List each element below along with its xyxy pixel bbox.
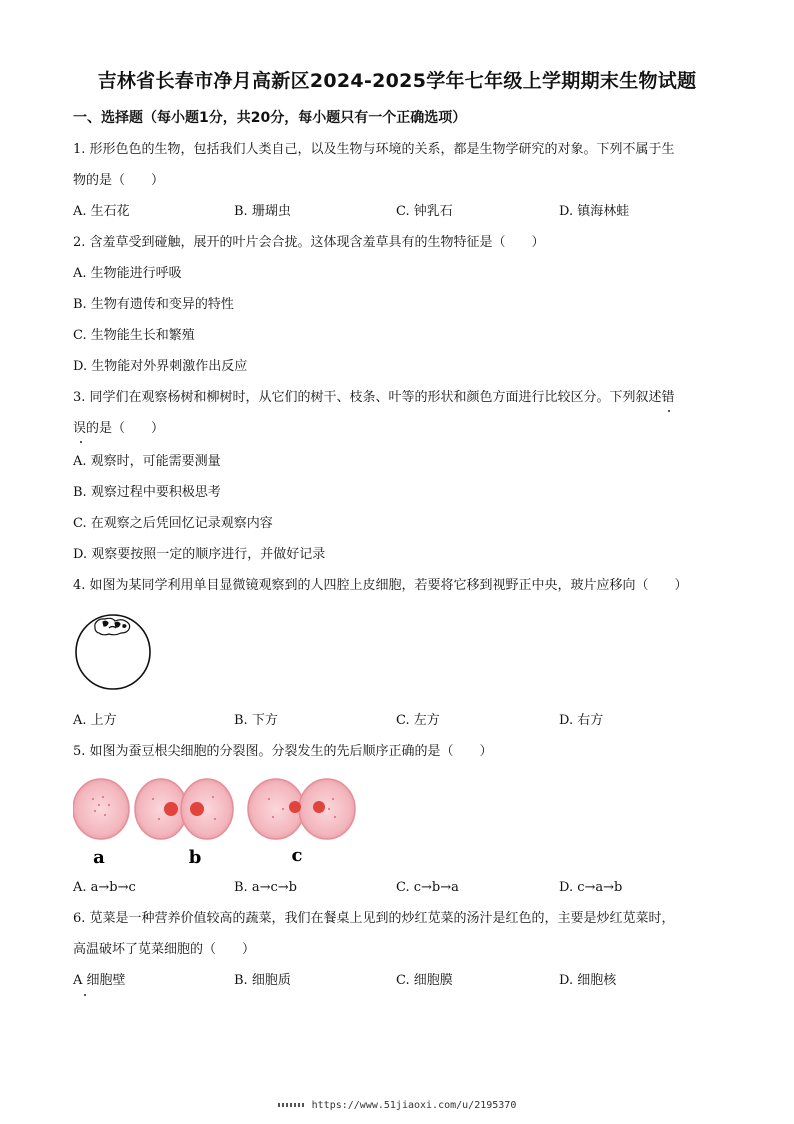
- option-c[interactable]: C. 钟乳石: [396, 204, 453, 219]
- option-a[interactable]: A. 生物能进行呼吸: [73, 266, 182, 281]
- question-1-line-1: 1. 形形色色的生物，包括我们人类自己，以及生物与环境的关系，都是生物学研究的对象。下列不属于生: [73, 142, 675, 157]
- question-3-line-2: [73, 420, 164, 438]
- label-b: b: [188, 847, 202, 868]
- footer-link[interactable]: https://www.51jiaoxi.com/u/2195370: [311, 1100, 517, 1111]
- option-b[interactable]: B. a→c→b: [234, 880, 297, 895]
- option-b[interactable]: B. 下方: [234, 713, 278, 728]
- section-heading: 一、选择题（每小题1分，共20分，每小题只有一个正确选项）: [73, 110, 467, 126]
- footer-url: [0, 1100, 794, 1111]
- question-6-line-2: 高温破坏了苋菜细胞的（ ）: [73, 942, 256, 957]
- option-b[interactable]: B. 观察过程中要积极思考: [73, 485, 221, 500]
- option-a[interactable]: A. 生石花: [73, 204, 130, 219]
- emphasis-dot: [84, 994, 86, 996]
- label-c: c: [291, 845, 303, 866]
- emphasis-char: 错: [661, 390, 675, 405]
- option-c[interactable]: C. 在观察之后凭回忆记录观察内容: [73, 516, 273, 531]
- option-d[interactable]: D. 生物能对外界刺激作出反应: [73, 359, 248, 374]
- footer-mark-icon: [278, 1103, 306, 1107]
- cell-division-figure: [73, 775, 363, 870]
- cell-b: [135, 779, 233, 839]
- option-a[interactable]: A. a→b→c: [73, 880, 136, 895]
- question-4-line-1: 4. 如图为某同学利用单目显微镜观察到的人四腔上皮细胞，若要将它移到视野正中央，玻片应移向（ ）: [73, 578, 688, 593]
- option-c[interactable]: C. 细胞膜: [396, 973, 453, 988]
- question-3-text: 的是（ ）: [86, 421, 165, 436]
- question-2-line-1: 2. 含羞草受到碰触，展开的叶片会合拢。这体现含羞草具有的生物特征是（ ）: [73, 235, 545, 250]
- cell-c: [248, 779, 355, 839]
- option-b[interactable]: B. 细胞质: [234, 973, 291, 988]
- epithelial-cells: [95, 618, 130, 634]
- option-d[interactable]: D. c→a→b: [559, 880, 623, 895]
- option-c[interactable]: C. c→b→a: [396, 880, 459, 895]
- option-d[interactable]: D. 细胞核: [559, 973, 617, 988]
- option-b[interactable]: B. 生物有遗传和变异的特性: [73, 297, 234, 312]
- page-title: 吉林省长春市净月高新区2024-2025学年七年级上学期期末生物试题: [97, 70, 697, 92]
- emphasis-char: 误: [73, 421, 87, 436]
- question-1-line-2: 物的是（ ）: [73, 173, 165, 188]
- option-b[interactable]: B. 珊瑚虫: [234, 204, 291, 219]
- question-3-line-1: [73, 389, 675, 407]
- question-5-line-1: 5. 如图为蚕豆根尖细胞的分裂图。分裂发生的先后顺序正确的是（ ）: [73, 744, 493, 759]
- label-a: a: [93, 847, 105, 868]
- option-a[interactable]: A. 上方: [73, 713, 117, 728]
- option-d[interactable]: D. 观察要按照一定的顺序进行，并做好记录: [73, 547, 326, 562]
- option-d[interactable]: D. 镇海林蛙: [559, 204, 630, 219]
- option-d[interactable]: D. 右方: [559, 713, 604, 728]
- option-c[interactable]: C. 生物能生长和繁殖: [73, 328, 195, 343]
- question-3-text: 3. 同学们在观察杨树和柳树时，从它们的树干、枝条、叶等的形状和颜色方面进行比较区分。下列叙述: [73, 390, 662, 405]
- option-c[interactable]: C. 左方: [396, 713, 440, 728]
- option-a[interactable]: A 细胞壁: [73, 973, 126, 988]
- microscope-field-figure: [73, 610, 153, 690]
- question-6-line-1: 6. 苋菜是一种营养价值较高的蔬菜，我们在餐桌上见到的炒红苋菜的汤汁是红色的，主要是炒红苋菜时，: [73, 911, 675, 926]
- option-a[interactable]: A. 观察时，可能需要测量: [73, 454, 221, 469]
- cell-a: [73, 779, 129, 839]
